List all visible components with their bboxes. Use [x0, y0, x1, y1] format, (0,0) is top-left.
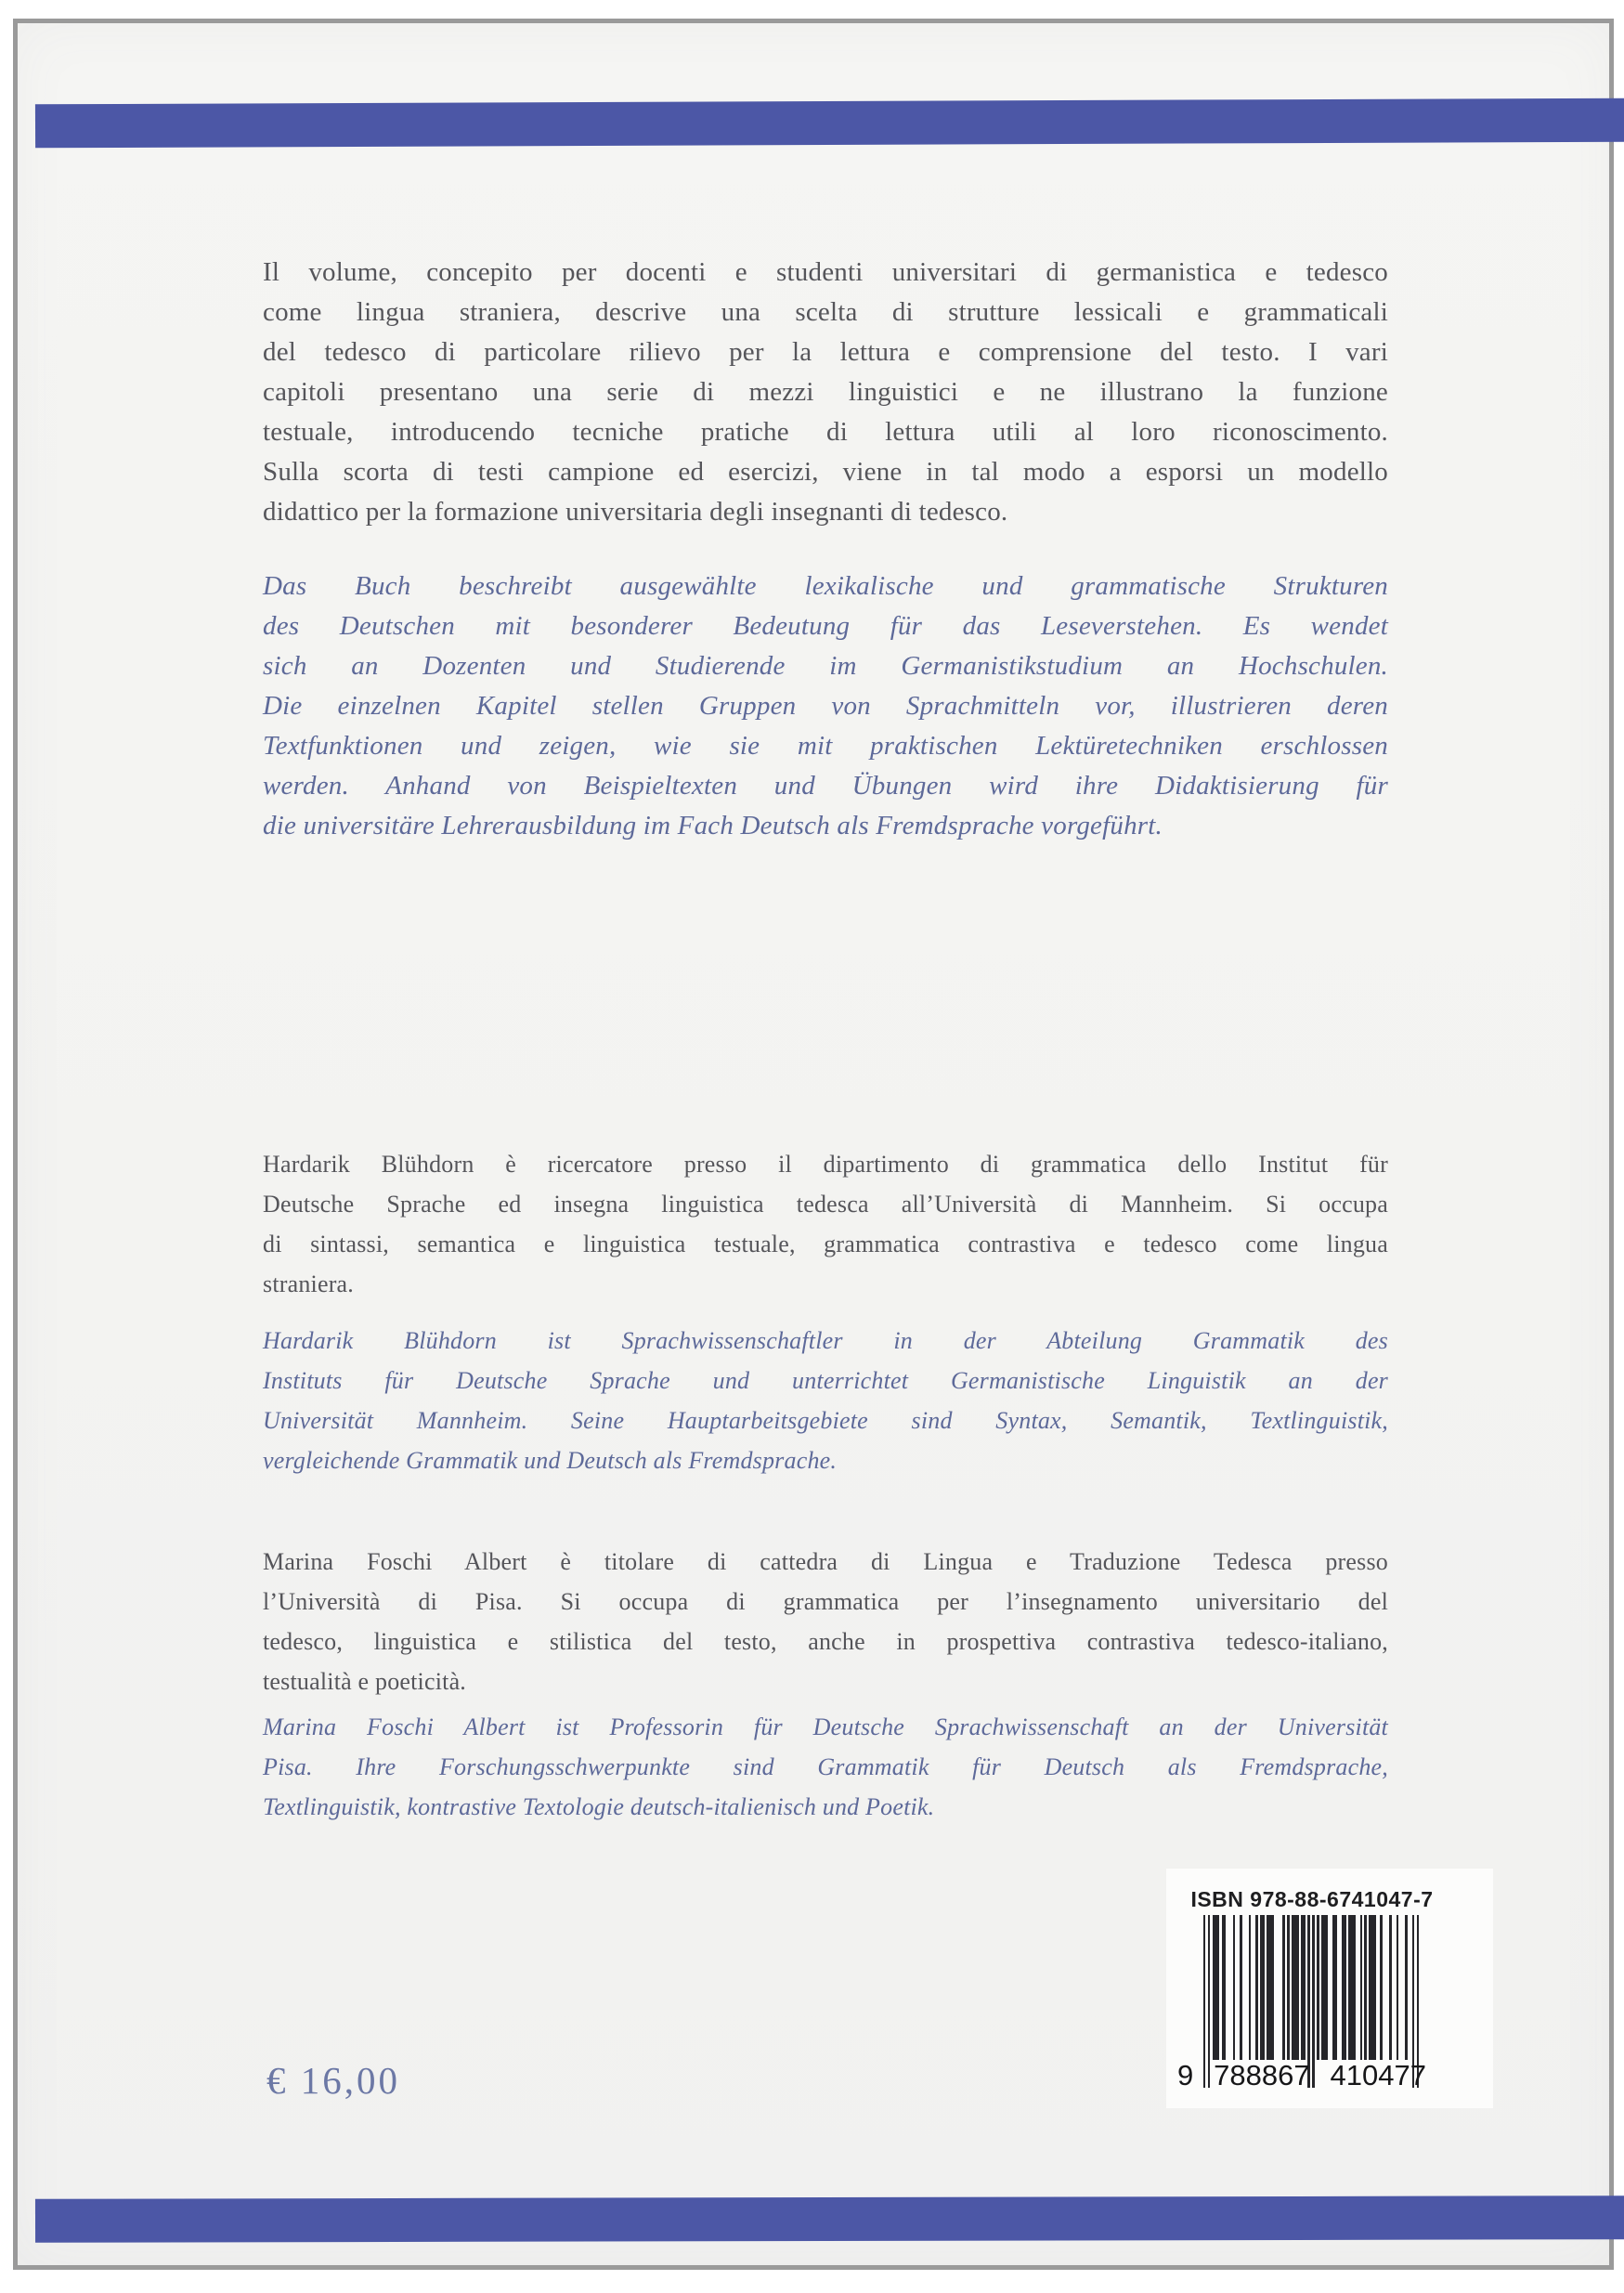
- bottom-blue-band: [35, 2195, 1624, 2243]
- barcode-bar: [1397, 1915, 1398, 2060]
- barcode-bar: [1364, 1915, 1366, 2060]
- barcode-bar: [1301, 1915, 1306, 2060]
- text-line: Deutsche Sprache ed insegna linguistica tedesca all’Università di Mannheim. Si occupa: [263, 1191, 1388, 1218]
- text-line: Die einzelnen Kapitel stellen Gruppen von Sprachmitteln vor, illustrieren deren: [263, 691, 1388, 721]
- barcode-bar: [1342, 1915, 1346, 2060]
- text-line: straniera.: [263, 1270, 355, 1297]
- text-line: Sulla scorta di testi campione ed esercizi, viene in tal modo a esporsi un modello: [263, 457, 1388, 487]
- barcode-bar: [1321, 1915, 1328, 2060]
- price-label: € 16,00: [266, 2059, 400, 2102]
- text-line: Marina Foschi Albert è titolare di cattedra di Lingua e Traduzione Tedesca presso: [263, 1548, 1388, 1575]
- barcode-bar: [1380, 1915, 1382, 2060]
- bio-hardarik-german: [263, 1321, 1388, 1480]
- barcode-bar: [1255, 1915, 1257, 2060]
- text-line: Marina Foschi Albert ist Professorin für Deutsche Sprachwissenschaft an der Universität: [263, 1713, 1388, 1740]
- barcode-bar: [1267, 1915, 1273, 2060]
- text-line: tedesco, linguistica e stilistica del testo, anche in prospettiva contrastiva tedesco-italiano,: [263, 1628, 1388, 1655]
- isbn-label: ISBN 978-88-6741047-7: [1190, 1887, 1434, 1911]
- bio-marina-german: [263, 1707, 1388, 1827]
- text-line: Hardarik Blühdorn ist Sprachwissenschaftler in der Abteilung Grammatik des: [263, 1327, 1388, 1354]
- barcode-bar: [1233, 1915, 1235, 2060]
- barcode-bar: [1360, 1915, 1362, 2060]
- text-line: Hardarik Blühdorn è ricercatore presso il dipartimento di grammatica dello Institut für: [263, 1151, 1388, 1178]
- barcode-bar: [1317, 1915, 1319, 2060]
- barcode-bar: [1287, 1915, 1289, 2060]
- barcode-bar: [1369, 1915, 1375, 2060]
- text-line: Universität Mannheim. Seine Hauptarbeitsgebiete sind Syntax, Semantik, Textlinguistik,: [263, 1407, 1388, 1434]
- barcode-bar: [1240, 1915, 1241, 2060]
- text-line: del tedesco di particolare rilievo per la lettura e comprensione del testo. I vari: [263, 337, 1388, 367]
- text-line: werden. Anhand von Beispieltexten und Übungen wird ihre Didaktisierung für: [263, 771, 1388, 801]
- text-line: die universitäre Lehrerausbildung im Fach Deutsch als Fremdsprache vorgeführt.: [263, 811, 1163, 840]
- text-line: didattico per la formazione universitaria degli insegnanti di tedesco.: [263, 497, 1008, 527]
- text-line: Il volume, concepito per docenti e studenti universitari di germanistica e tedesco: [263, 257, 1388, 287]
- barcode-bar: [1292, 1915, 1298, 2060]
- barcode-bar: [1348, 1915, 1355, 2060]
- text-line: capitoli presentano una serie di mezzi linguistici e ne illustrano la funzione: [263, 377, 1388, 407]
- intro-italian-paragraph: [263, 253, 1388, 532]
- text-line: Pisa. Ihre Forschungsschwerpunkte sind Grammatik für Deutsch als Fremdsprache,: [263, 1753, 1388, 1780]
- text-line: Textlinguistik, kontrastive Textologie deutsch-italienisch und Poetik.: [263, 1793, 935, 1820]
- barcode-digits: 9 788867 410477: [1177, 2059, 1426, 2091]
- barcode-bar: [1222, 1915, 1227, 2060]
- barcode-bar: [1282, 1915, 1284, 2060]
- barcode-bar: [1332, 1915, 1337, 2060]
- text-line: Instituts für Deutsche Sprache und unterrichtet Germanistische Linguistik an der: [263, 1367, 1388, 1394]
- text-line: Das Buch beschreibt ausgewählte lexikalische und grammatische Strukturen: [263, 571, 1388, 601]
- barcode-bar: [1405, 1915, 1407, 2060]
- text-line: di sintassi, semantica e linguistica testuale, grammatica contrastiva e tedesco come lingua: [263, 1231, 1388, 1257]
- text-line: testuale, introducendo tecniche pratiche di lettura utili al loro riconoscimento.: [263, 417, 1388, 447]
- text-line: testualità e poeticità.: [263, 1668, 467, 1695]
- bio-hardarik-italian: [263, 1144, 1388, 1304]
- barcode-bar: [1389, 1915, 1391, 2060]
- text-line: come lingua straniera, descrive una scelta di strutture lessicali e grammaticali: [263, 297, 1388, 327]
- text-line: vergleichende Grammatik und Deutsch als Fremdsprache.: [263, 1447, 838, 1474]
- top-blue-band: [35, 98, 1624, 149]
- text-line: sich an Dozenten und Studierende im Germanistikstudium an Hochschulen.: [263, 651, 1388, 681]
- text-line: des Deutschen mit besonderer Bedeutung für das Leseverstehen. Es wendet: [263, 611, 1388, 641]
- barcode-bar: [1213, 1915, 1219, 2060]
- barcode-bar: [1249, 1915, 1251, 2060]
- bio-marina-italian: [263, 1542, 1388, 1701]
- intro-german-paragraph: [263, 567, 1388, 846]
- text-line: Textfunktionen und zeigen, wie sie mit praktischen Lektüretechniken erschlossen: [263, 731, 1388, 761]
- barcode-bar: [1260, 1915, 1265, 2060]
- text-line: l’Università di Pisa. Si occupa di grammatica per l’insegnamento universitario del: [263, 1588, 1388, 1615]
